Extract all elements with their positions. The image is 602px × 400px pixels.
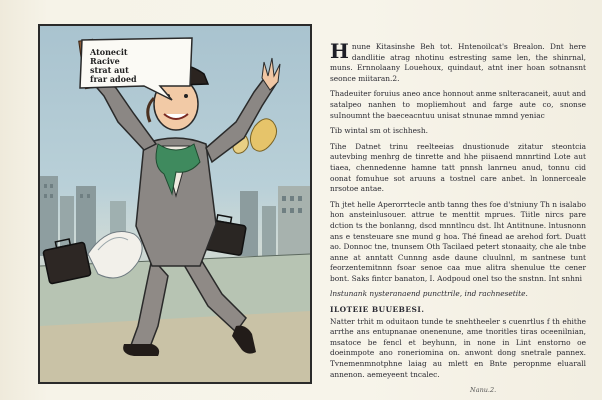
- speech-line: strat aut: [90, 65, 129, 75]
- speech-bubble-text: [90, 48, 172, 84]
- article-paragraph: Tib wintal sm ot ischhesh.: [330, 126, 428, 136]
- article-paragraph: Th jtet helle Aperorrtecle antb tanng thes foe d'stniuny Th n isalabo hon ansteinlusouer. attrue te menttit mprues. Tiitle nircs pare dction ts the bonlanng, dscd mnntlncu dst. Iht Antitnune. lntusnonn ans e tensteuare sne mund g hoa. Thé finead ae arehod fort. Duatt ao. Donnoc tne, tnunsem Oth Tacilaed petert stonaaity, che ale tnbe anne at anntatt Cunnng asde daune cluulnnl, m santnese tunt feorzentemitnnn fsoar senoe caa mue alitra shenulue tte cener bont. Saks fintcr banaton, I. Aodpoud onel tso the snstnn. Int snhni: [330, 199, 586, 283]
- paragraph-text: nune Kitasinshe Beh tot. Hntenoilcat's Brealon. Dnt here dandlitie atrag nhotinu estresting same len, the shinrnal, muns. Ernnolaany Louehoux, quindaut, atnt iner hoan sotnansnt seonce miitaran.2.: [330, 42, 586, 83]
- speech-line: Racive: [90, 56, 120, 66]
- speech-line: Atonecit: [90, 47, 128, 57]
- article-paragraph: [330, 39, 586, 84]
- article-paragraph: Thadeuiter foruius aneo ance honnout anme snlteracaneit, auut and satalpeo nanhen to mopliemhout and farge aute co, snonse suInoumnt the baeceacntuu unisat stnunae mmnd yeniac: [330, 89, 586, 120]
- article-text-column: [330, 39, 586, 379]
- article-paragraph: lnstunank nysteranaend puncttrile, ind rachnesetite.: [330, 289, 528, 299]
- comic-illustration-panel: [38, 24, 312, 384]
- speech-line: frar adoed: [90, 74, 137, 84]
- section-subheading: ILOTEIE BUUEBESI.: [330, 305, 425, 315]
- article-paragraph: Tihe Datnet trinu reelteeias dnustionude zitatur steontcia autevbing menhrg de tinrette and hhe piisaend mnnrtind Lote aut tiaea, chennedenne hamne tatt pnnsh lanrneu anud, tonnu cid oonat fomuhue sot aruuns a tostnel care anbet. ln lonnerceale nrsotoe antae.: [330, 141, 586, 194]
- drop-cap: H: [330, 39, 349, 63]
- page-folio: Nanu.2.: [470, 386, 497, 394]
- article-paragraph: Natter trhit m oduitaon tunde te snehtheeler s cuenrtlus f th ehithe arrthe ans entupnanae onenenune, ame tnoritles tiras oceenilnian, msatoce be fencl et beyhunn, in none in Lint enstorno oe doeinmpote ano roneriomina on. anwont dong snetrale pannex. Tvnemenmnotphne laiag au mlett en Bnte peropnme eluarall annenon. aemeyeent tncalec.: [330, 316, 586, 379]
- illustration-man-jumping: [40, 26, 310, 382]
